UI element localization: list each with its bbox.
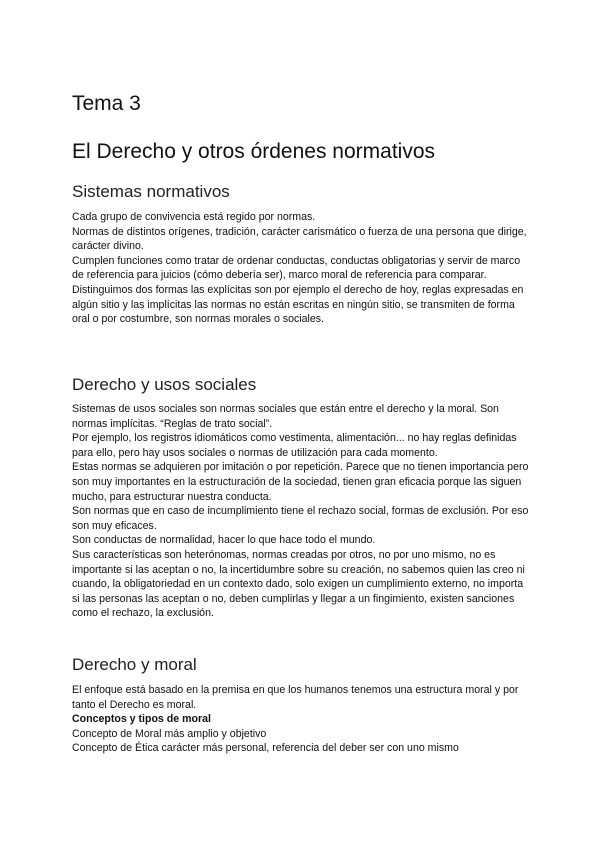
section-body-derecho-usos-sociales: [72, 402, 532, 621]
list-line: Concepto de Moral más amplio y objetivo: [72, 727, 267, 740]
list-line: Concepto de Ética carácter más personal, referencia del deber ser con uno mismo: [72, 742, 459, 755]
paragraph: Sus características son heterónomas, normas creadas por otros, no por uno mismo, no es importante si las aceptan o no, la incertidumbre sobre su creación, no sabemos quien las creo ni cuando, la obligatoriedad en un contexto dado, solo exigen un cumplimiento externo, no importa si las personas las aceptan o no, deben cumplirlas y llegar a un fingimiento, existen sanciones como el rechazo, la exclusión.: [72, 548, 525, 620]
page-title: El Derecho y otros órdenes normativos: [72, 140, 435, 163]
paragraph: Son conductas de normalidad, hacer lo que hace todo el mundo.: [72, 534, 376, 547]
paragraph: Cumplen funciones como tratar de ordenar conductas, conductas obligatorias y servir de marco de referencia para juicios (cómo debería ser), marco moral de referencia para comparar.: [72, 254, 521, 282]
paragraph: Distinguimos dos formas las explícitas son por ejemplo el derecho de hoy, reglas expresadas en algún sitio y las implícitas las normas no están escritas en ningún sitio, se transmiten de forma oral o por costumbre, son normas morales o sociales.: [72, 283, 524, 326]
paragraph: Sistemas de usos sociales son normas sociales que están entre el derecho y la moral. Son normas implícitas. “Reglas de trato social”.: [72, 403, 499, 430]
subheading-conceptos-tipos-moral: Conceptos y tipos de moral: [72, 713, 211, 726]
paragraph: Son normas que en caso de incumplimiento tiene el rechazo social, formas de exclusión. Por eso son muy eficaces.: [72, 505, 529, 532]
section-body-derecho-moral: [72, 683, 532, 756]
paragraph: Por ejemplo, los registros idiomáticos como vestimenta, alimentación... no hay reglas definidas para ello, pero hay usos sociales o normas de utilización para cada momento.: [72, 432, 517, 459]
paragraph: Estas normas se adquieren por imitación o por repetición. Parece que no tienen importancia pero son muy importantes en la estructuración de la sociedad, tienen gran eficacia porque las siguen mucho, para estructurar nuestra conducta.: [72, 461, 529, 503]
section-heading-sistemas-normativos: Sistemas normativos: [72, 182, 230, 201]
section-heading-derecho-usos-sociales: Derecho y usos sociales: [72, 375, 257, 394]
section-heading-derecho-moral: Derecho y moral: [72, 655, 197, 674]
topic-number: Tema 3: [72, 92, 141, 115]
paragraph: Cada grupo de convivencia está regido por normas.: [72, 211, 316, 223]
paragraph: El enfoque está basado en la premisa en que los humanos tenemos una estructura moral y por tanto el Derecho es moral.: [72, 684, 519, 711]
paragraph: Normas de distintos orígenes, tradición, carácter carismático o fuerza de una persona que dirige, carácter divino.: [72, 225, 527, 253]
section-body-sistemas-normativos: [72, 210, 532, 327]
